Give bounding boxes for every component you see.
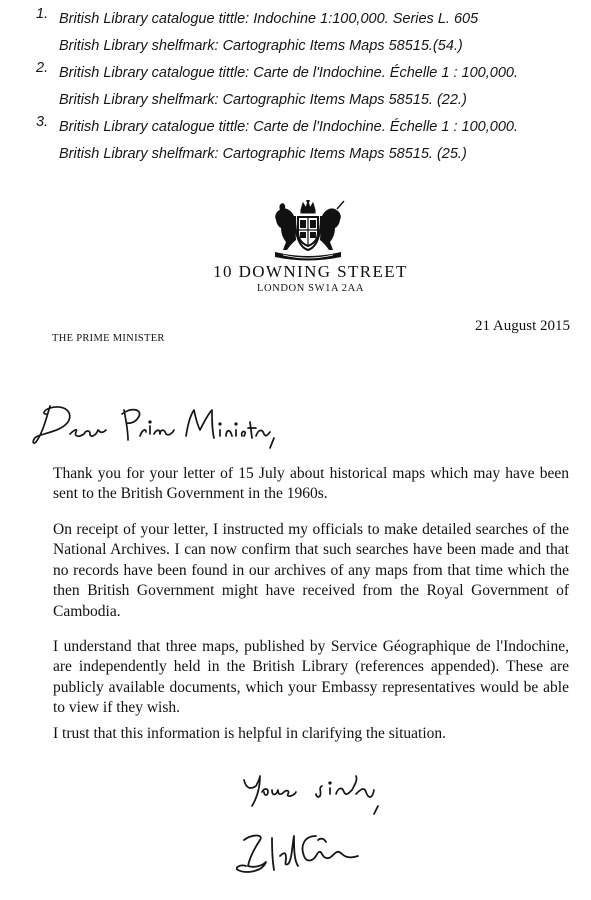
reference-shelfmark: British Library shelfmark: Cartographic Items Maps 58515. (25.) — [59, 146, 467, 162]
letterhead-address-city: LONDON SW1A 2AA — [257, 283, 364, 294]
handwritten-signature — [232, 826, 372, 878]
body-paragraph: I understand that three maps, published by Service Géographique de l'Indochine, are independently held in the British Library (references appended). These are publicly available documents, which your Embassy representatives would be able to view if they wish. — [53, 638, 569, 717]
reference-catalogue-title: British Library catalogue tittle: Carte de l'Indochine. Échelle 1 : 100,000. — [59, 65, 518, 81]
reference-number: 2. — [36, 60, 49, 76]
reference-item — [36, 60, 581, 114]
body-paragraph: I trust that this information is helpful in clarifying the situation. — [53, 725, 447, 742]
letterhead-address-street: 10 DOWNING STREET — [213, 262, 408, 281]
reference-number: 3. — [36, 114, 49, 130]
reference-item — [36, 114, 581, 168]
handwritten-closing — [238, 770, 398, 820]
reference-shelfmark: British Library shelfmark: Cartographic Items Maps 58515.(54.) — [59, 38, 463, 54]
handwritten-salutation — [28, 396, 278, 456]
body-paragraph: On receipt of your letter, I instructed my officials to make detailed searches of the National Archives. I can now confirm that such searches have been made and that no records have been found in our archives of any maps from that time which the then British Government might have received from the Royal Government of Cambodia. — [53, 521, 569, 620]
reference-shelfmark: British Library shelfmark: Cartographic Items Maps 58515. (22.) — [59, 92, 467, 108]
body-paragraph: Thank you for your letter of 15 July about historical maps which may have been sent to the British Government in the 1960s. — [53, 465, 569, 503]
references-list — [36, 6, 581, 168]
letter-date: 21 August 2015 — [474, 318, 570, 334]
reference-catalogue-title: British Library catalogue tittle: Carte de l'Indochine. Échelle 1 : 100,000. — [59, 119, 518, 135]
reference-number: 1. — [36, 6, 49, 22]
reference-catalogue-title: British Library catalogue tittle: Indochine 1:100,000. Series L. 605 — [59, 11, 479, 27]
royal-coat-of-arms-icon — [271, 200, 345, 262]
reference-item — [36, 6, 581, 60]
sender-title: THE PRIME MINISTER — [52, 333, 165, 344]
